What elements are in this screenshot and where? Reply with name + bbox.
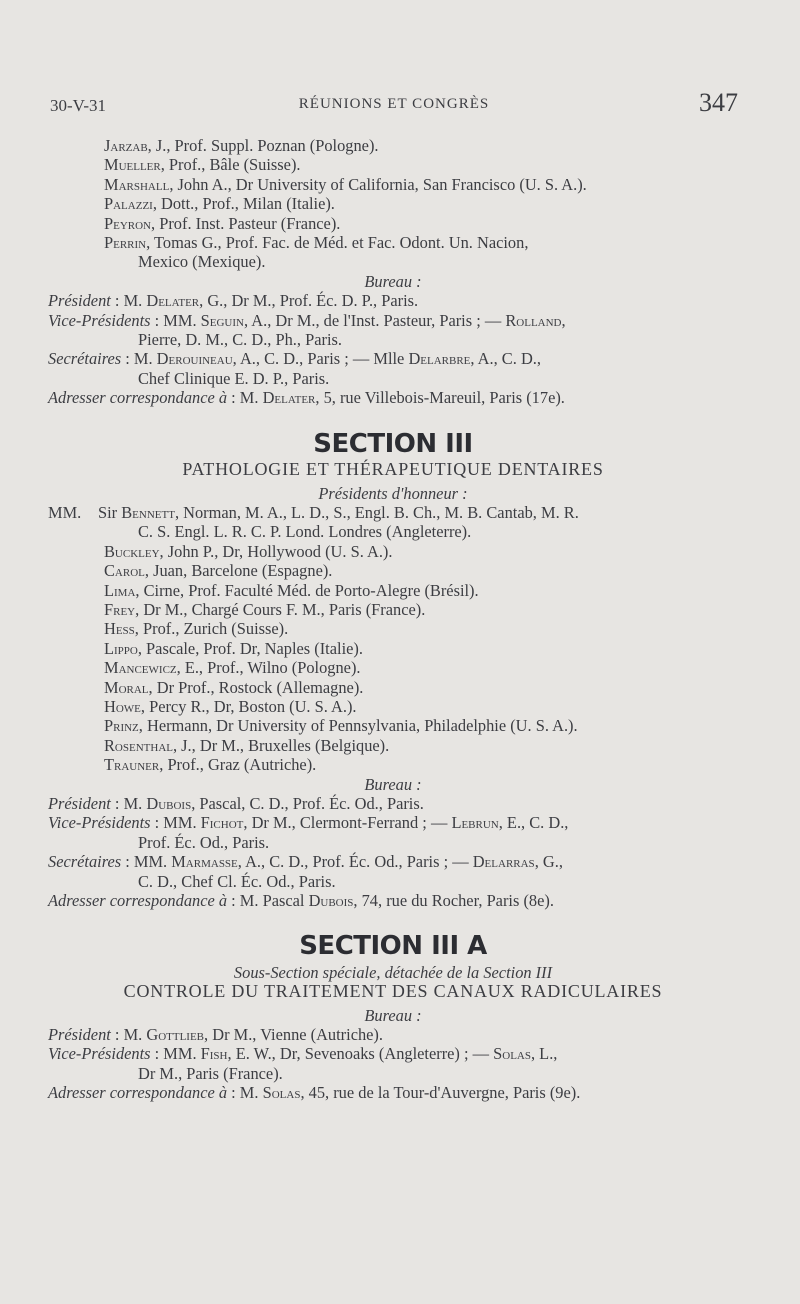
member-entry: Carol, Juan, Barcelone (Espagne). [104,561,333,581]
adresser-line: Adresser correspondance à : M. Solas, 45, rue de la Tour-d'Auvergne, Paris (9e). [48,1083,581,1103]
secretaires-continuation: C. D., Chef Cl. Éc. Od., Paris. [138,871,336,891]
member-entry: Lippo, Pascale, Prof. Dr, Naples (Italie). [104,638,363,658]
member-entry-continuation: C. S. Engl. L. R. C. P. Lond. Londres (Angleterre). [138,522,472,542]
section-title: SECTION III [313,428,473,459]
member-entry-continuation: Mexico (Mexique). [138,252,266,272]
member-entry: Moral, Dr Prof., Rostock (Allemagne). [104,677,364,697]
secretaires-line: Secrétaires : M. Derouineau, A., C. D., Paris ; — Mlle Delarbre, A., C. D., [48,349,541,369]
vice-presidents-line: Vice-Présidents : MM. Fichot, Dr M., Clermont-Ferrand ; — Lebrun, E., C. D., [48,813,569,833]
adresser-line: Adresser correspondance à : M. Pascal Dubois, 74, rue du Rocher, Paris (8e). [48,891,554,911]
president-line: Président : M. Delater, G., Dr M., Prof. Éc. D. P., Paris. [48,291,419,311]
adresser-line: Adresser correspondance à : M. Delater, 5, rue Villebois-Mareuil, Paris (17e). [48,388,565,408]
bureau-heading: Bureau : [364,271,422,291]
honor-presidents-heading: Présidents d'honneur : [318,483,468,503]
section-title: SECTION III A [299,931,487,962]
page-body [48,136,738,1103]
section-subtitle: CONTROLE DU TRAITEMENT DES CANAUX RADICULAIRES [123,981,663,1002]
page-header [50,88,738,118]
bureau-heading: Bureau : [364,774,422,794]
running-date: 30-V-31 [50,96,107,115]
member-entry: Buckley, John P., Dr, Hollywood (U. S. A.). [104,541,393,561]
member-entry: Hess, Prof., Zurich (Suisse). [104,619,289,639]
member-entry: Rosenthal, J., Dr M., Bruxelles (Belgique). [104,735,390,755]
member-entry: Howe, Percy R., Dr, Boston (U. S. A.). [104,696,357,716]
president-line: Président : M. Gottlieb, Dr M., Vienne (Autriche). [48,1025,383,1045]
section-subtitle: PATHOLOGIE ET THÉRAPEUTIQUE DENTAIRES [182,459,604,480]
member-entry: Mancewicz, E., Prof., Wilno (Pologne). [104,658,361,678]
vice-presidents-continuation: Pierre, D. M., C. D., Ph., Paris. [138,330,342,350]
page-number: 347 [699,88,738,117]
secretaires-continuation: Chef Clinique E. D. P., Paris. [138,368,330,388]
bureau-heading: Bureau : [364,1005,422,1025]
member-entry: Palazzi, Dott., Prof., Milan (Italie). [104,194,335,214]
subsection-note: Sous-Section spéciale, détachée de la Section III [233,962,553,982]
president-line: Président : M. Dubois, Pascal, C. D., Prof. Éc. Od., Paris. [48,794,424,813]
vice-presidents-continuation: Prof. Éc. Od., Paris. [138,832,270,852]
member-entry: Perrin, Tomas G., Prof. Fac. de Méd. et Fac. Odont. Un. Nacion, [104,233,529,253]
honor-members-list [48,542,738,775]
member-entry: Trauner, Prof., Graz (Autriche). [104,755,317,775]
members-list-continued [48,136,738,272]
running-title: RÉUNIONS ET CONGRÈS [298,96,490,112]
member-entry: Jarzab, J., Prof. Suppl. Poznan (Pologne). [104,136,379,155]
member-entry: Mueller, Prof., Bâle (Suisse). [104,155,301,175]
vice-presidents-line: Vice-Présidents : MM. Fish, E. W., Dr, Sevenoaks (Angleterre) ; — Solas, L., [48,1044,558,1064]
member-entry: Lima, Cirne, Prof. Faculté Méd. de Porto-Alegre (Brésil). [104,580,479,600]
member-entry: Prinz, Hermann, Dr University of Pennsylvania, Philadelphie (U. S. A.). [104,716,578,736]
member-entry: MM. Sir Bennett, Norman, M. A., L. D., S., Engl. B. Ch., M. B. Cantab, M. R. [48,502,579,522]
vice-presidents-line: Vice-Présidents : MM. Seguin, A., Dr M., de l'Inst. Pasteur, Paris ; — Rolland, [48,310,566,330]
secretaires-line: Secrétaires : MM. Marmasse, A., C. D., Prof. Éc. Od., Paris ; — Delarras, G., [48,852,563,872]
vice-presidents-continuation: Dr M., Paris (France). [138,1063,283,1083]
member-entry: Frey, Dr M., Chargé Cours F. M., Paris (France). [104,599,426,619]
member-entry: Marshall, John A., Dr University of California, San Francisco (U. S. A.). [104,174,587,194]
member-entry: Peyron, Prof. Inst. Pasteur (France). [104,213,341,233]
